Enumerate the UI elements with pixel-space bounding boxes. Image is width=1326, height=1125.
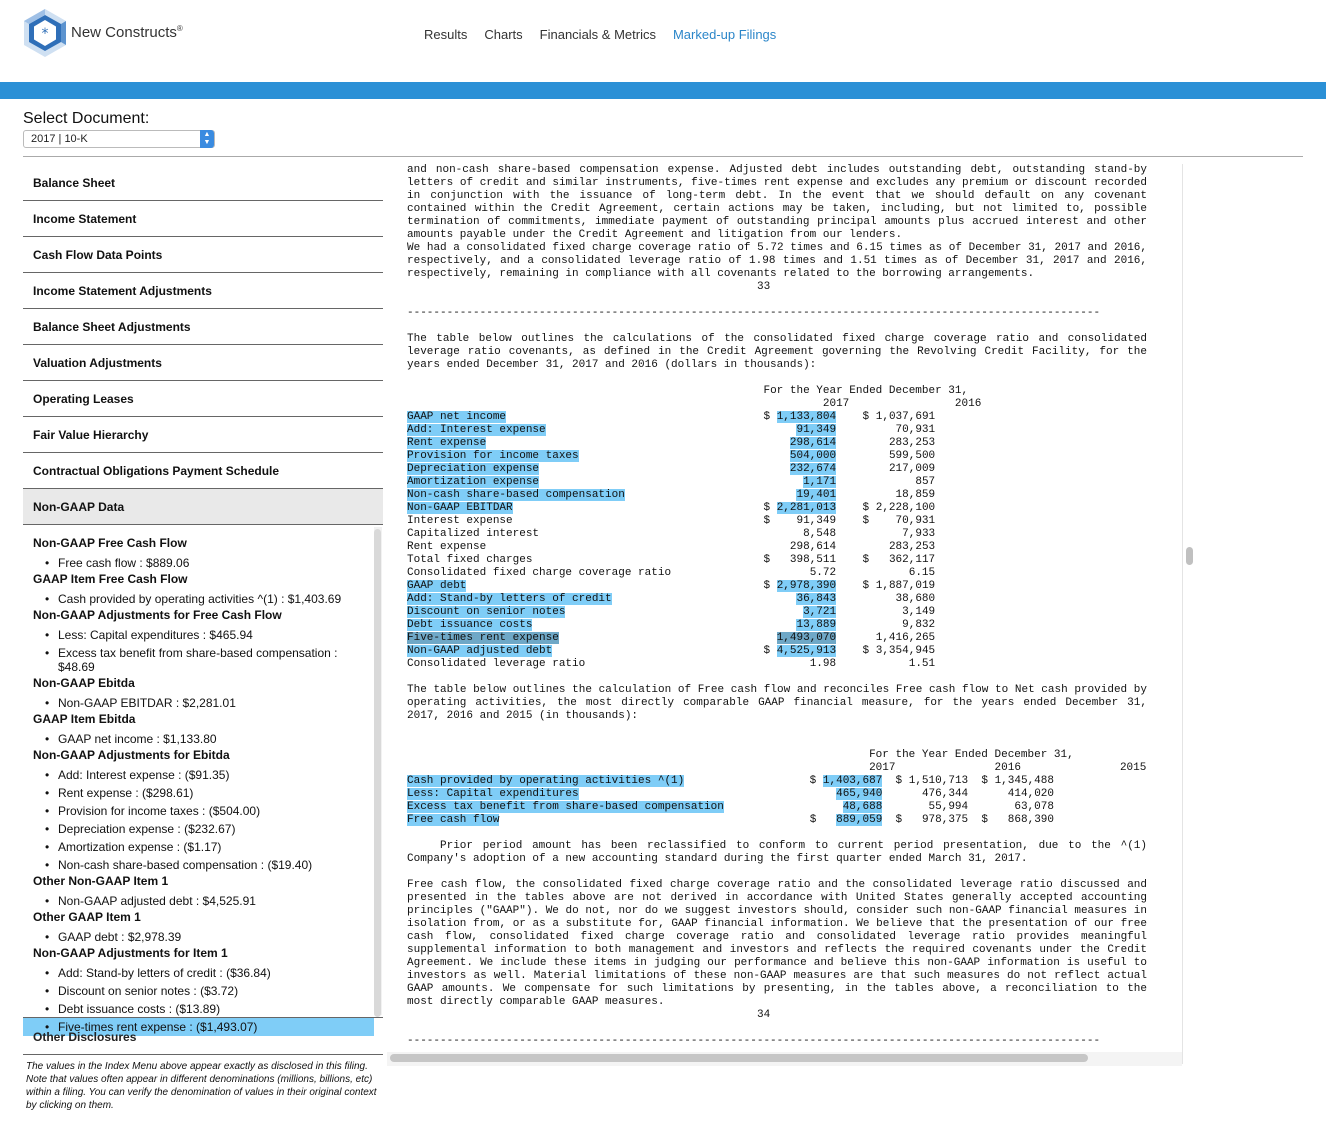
table-value: 283,253 <box>888 437 936 449</box>
table-value: 91,349 <box>796 515 837 527</box>
table-label[interactable]: Amortization expense <box>407 476 540 488</box>
table-value[interactable]: 465,940 <box>836 788 883 800</box>
table-value: 868,390 <box>1007 814 1055 826</box>
table-row: Cash provided by operating activities ^(1) $ 1,403,687 $ 1,510,713 $ 1,345,488 <box>407 775 1054 787</box>
table-value[interactable]: 889,059 <box>836 814 883 826</box>
table-label[interactable]: Excess tax benefit from share-based compensation <box>407 801 724 813</box>
table-value: 3,149 <box>902 606 936 618</box>
table-label[interactable]: Add: Interest expense <box>407 424 546 436</box>
filing-text <box>407 164 1147 1048</box>
table-value[interactable]: 232,674 <box>789 463 837 475</box>
table-label[interactable]: Less: Capital expenditures <box>407 788 579 800</box>
table-row <box>407 528 1147 541</box>
table-row <box>407 658 1147 671</box>
table-value: 978,375 <box>921 814 969 826</box>
submenu-item[interactable]: • Excess tax benefit from share-based compensation : $48.69 <box>33 644 368 676</box>
submenu-item[interactable]: • Discount on senior notes : ($3.72) <box>33 982 368 1000</box>
submenu-item[interactable]: • Rent expense : ($298.61) <box>33 784 368 802</box>
table-row <box>407 788 1147 801</box>
menu-valuation-adjustments[interactable]: Valuation Adjustments <box>23 345 383 381</box>
table-label[interactable]: Non-GAAP EBITDAR <box>407 502 513 514</box>
index-menu <box>23 166 383 525</box>
table-row: Total fixed charges $ 398,511 $ 362,117 <box>407 554 936 566</box>
table-row: Free cash flow $ 889,059 $ 978,375 $ 868,390 <box>407 814 1055 826</box>
filing-viewer[interactable] <box>387 164 1182 1064</box>
new-constructs-logo-icon[interactable] <box>22 8 68 58</box>
table-value[interactable]: 2,978,390 <box>776 580 837 592</box>
submenu-heading: Other GAAP Item 1 <box>33 910 141 924</box>
table-value: 1,887,019 <box>875 580 936 592</box>
submenu-heading: Non-GAAP Adjustments for Item 1 <box>33 946 228 960</box>
menu-non-gaap-data[interactable]: Non-GAAP Data <box>23 489 383 525</box>
table-value: 283,253 <box>888 541 936 553</box>
table-row <box>407 385 1147 398</box>
submenu-item[interactable]: • Non-GAAP EBITDAR : $2,281.01 <box>33 694 368 712</box>
table-row <box>407 593 1147 606</box>
table-label[interactable]: Non-cash share-based compensation <box>407 489 625 501</box>
table-row <box>407 619 1147 632</box>
page-number: 33 <box>757 281 771 293</box>
nav-financials-metrics[interactable]: Financials & Metrics <box>539 27 656 42</box>
table-value[interactable]: 4,525,913 <box>776 645 837 657</box>
submenu-item[interactable]: • Non-GAAP adjusted debt : $4,525.91 <box>33 892 368 910</box>
submenu-heading: Non-GAAP Ebitda <box>33 676 135 690</box>
submenu-item[interactable]: • Free cash flow : $889.06 <box>33 554 368 572</box>
header <box>0 0 1326 82</box>
table-row <box>407 463 1147 476</box>
table-value: 414,020 <box>1007 788 1055 800</box>
table-row: Non-GAAP adjusted debt $ 4,525,913 $ 3,354,945 <box>407 645 936 657</box>
viewer-vertical-scrollbar[interactable] <box>1186 547 1193 565</box>
table-row <box>407 632 1147 645</box>
submenu-heading: Non-GAAP Free Cash Flow <box>33 536 187 550</box>
table-value: 70,931 <box>895 515 936 527</box>
non-gaap-submenu <box>23 525 383 1034</box>
svg-text:*: * <box>41 26 49 42</box>
table-value: 398,511 <box>789 554 837 566</box>
free-cash-flow-table <box>407 749 1147 827</box>
table-value: 1,416,265 <box>875 632 936 644</box>
table-value: 1.98 <box>809 658 837 670</box>
table-label: Total fixed charges <box>407 554 533 566</box>
table-label[interactable]: Free cash flow <box>407 814 500 826</box>
table-header: For the Year Ended December 31, <box>763 385 969 397</box>
doc-paragraph: Free cash flow, the consolidated fixed charge coverage ratio and the consolidated leverage ratio discussed and presented in the tables above are not derived in accordance with United States generally accepted accounting principles ("GAAP"). We do not, nor do we suggest investors should, consider such non-GAAP financial measures in isolation from, or as a substitute for, GAAP financial information. We believe that the presentation of our free cash flow, consolidated fixed charge coverage ratio and consolidated leverage ratio provides meaningful supplemental information to both management and investors and reflects the required covenants under the Credit Agreement. We include these items in judging our performance and believe this non-GAAP information is useful to investors as well. Material limitations of these non-GAAP measures are that such measures do not reflect actual GAAP amounts. We compensate for such limitations by presenting, in the tables above, a reconciliation to the most directly comparable GAAP measures. <box>407 879 1147 1008</box>
brand-name[interactable]: New Constructs® <box>71 24 183 41</box>
table-value: 1,037,691 <box>875 411 936 423</box>
table-value[interactable]: 2,281,013 <box>776 502 837 514</box>
submenu-item[interactable]: • Depreciation expense : ($232.67) <box>33 820 368 838</box>
table-header: 2017 <box>822 398 850 410</box>
table-value[interactable]: 48,688 <box>842 801 883 813</box>
table-label: Capitalized interest <box>407 528 540 540</box>
table-label[interactable]: GAAP debt <box>407 580 467 592</box>
submenu-scrollbar[interactable] <box>374 529 381 1017</box>
table-label: Consolidated fixed charge coverage ratio <box>407 567 672 579</box>
menu-balance-sheet-adjustments[interactable]: Balance Sheet Adjustments <box>23 309 383 345</box>
submenu-item[interactable]: • Non-cash share-based compensation : ($19.40) <box>33 856 368 874</box>
submenu-item[interactable]: • Provision for income taxes : ($504.00) <box>33 802 368 820</box>
table-value: 3,354,945 <box>875 645 936 657</box>
viewer-horizontal-scrollbar[interactable] <box>390 1054 1088 1062</box>
submenu-item[interactable]: • Add: Stand-by letters of credit : ($36.84) <box>33 964 368 982</box>
submenu-item[interactable]: • Add: Interest expense : ($91.35) <box>33 766 368 784</box>
coverage-ratio-table <box>407 385 1147 671</box>
submenu-item[interactable]: • GAAP debt : $2,978.39 <box>33 928 368 946</box>
viewer-border <box>1182 164 1183 1064</box>
table-value: 7,933 <box>902 528 936 540</box>
nav-marked-up-filings[interactable]: Marked-up Filings <box>672 27 777 42</box>
table-row <box>407 476 1147 489</box>
table-value[interactable]: 13,889 <box>796 619 837 631</box>
table-header: 2016 <box>954 398 982 410</box>
table-value[interactable]: 3,721 <box>803 606 837 618</box>
accent-bar <box>0 82 1326 99</box>
table-row <box>407 567 1147 580</box>
menu-income-statement[interactable]: Income Statement <box>23 201 383 237</box>
submenu-heading: Non-GAAP Adjustments for Ebitda <box>33 748 230 762</box>
doc-paragraph: Prior period amount has been reclassified to conform to current period presentation, due to the ^(1) Company's adoption of a new accounting standard during the first quarter ended March 31, 2017. <box>407 840 1147 865</box>
table-label[interactable]: Discount on senior notes <box>407 606 566 618</box>
document-select[interactable] <box>23 130 215 148</box>
table-value: 6.15 <box>908 567 936 579</box>
submenu-item[interactable]: • GAAP net income : $1,133.80 <box>33 730 368 748</box>
table-row <box>407 606 1147 619</box>
table-value: 2,228,100 <box>875 502 936 514</box>
table-label: Interest expense <box>407 515 513 527</box>
table-value: 476,344 <box>921 788 969 800</box>
table-label: Rent expense <box>407 541 487 553</box>
table-header: 2016 <box>994 762 1021 774</box>
table-value: 1,345,488 <box>994 775 1054 787</box>
table-value[interactable]: 504,000 <box>789 450 837 462</box>
select-document-label: Select Document: <box>23 110 150 127</box>
submenu-item[interactable]: • Cash provided by operating activities ^(1) : $1,403.69 <box>33 590 368 608</box>
table-value[interactable]: 1,171 <box>803 476 837 488</box>
index-note: The values in the Index Menu above appear exactly as disclosed in this filing. Note that values often appear in different denominations (millions, billions, etc) within a filing. You can verify the denomination of values in their original context by clicking on them. <box>26 1061 377 1111</box>
table-label: Consolidated leverage ratio <box>407 658 586 670</box>
table-row <box>407 541 1147 554</box>
table-value: 298,614 <box>789 541 837 553</box>
main-nav <box>424 27 776 42</box>
table-value: 5.72 <box>809 567 837 579</box>
table-value[interactable]: 1,133,804 <box>776 411 837 423</box>
table-row <box>407 801 1147 814</box>
nav-results[interactable]: Results <box>424 27 468 42</box>
submenu-item[interactable]: • Debt issuance costs : ($13.89) <box>33 1000 368 1018</box>
table-row <box>407 424 1147 437</box>
table-value[interactable]: 1,403,687 <box>822 775 883 787</box>
table-value: 362,117 <box>888 554 936 566</box>
table-row <box>407 749 1147 762</box>
table-value: 63,078 <box>1014 801 1054 813</box>
divider <box>23 156 1303 157</box>
table-header: 2017 <box>869 762 896 774</box>
submenu-item[interactable]: • Five-times rent expense : ($1,493.07) <box>23 1018 374 1036</box>
table-row <box>407 437 1147 450</box>
table-value[interactable]: 19,401 <box>796 489 837 501</box>
table-row <box>407 398 1147 411</box>
menu-income-statement-adjustments[interactable]: Income Statement Adjustments <box>23 273 383 309</box>
nav-charts[interactable]: Charts <box>484 27 523 42</box>
table-value: 8,548 <box>803 528 837 540</box>
table-value[interactable]: 36,843 <box>796 593 837 605</box>
table-header: For the Year Ended December 31, <box>869 749 1074 761</box>
doc-paragraph: The table below outlines the calculations of the consolidated fixed charge coverage ratio and consolidated leverage ratio covenants, as defined in the Credit Agreement governing the Revolving Credit Facility, for the years ended December 31, 2017 and 2016 (dollars in thousands): <box>407 333 1147 371</box>
table-label[interactable]: Debt issuance costs <box>407 619 533 631</box>
table-row: Interest expense $ 91,349 $ 70,931 <box>407 515 936 527</box>
page-break: --------------------------------------------------------------------------------------------------------- <box>407 1035 1101 1047</box>
menu-balance-sheet[interactable]: Balance Sheet <box>23 166 383 201</box>
doc-paragraph: We had a consolidated fixed charge coverage ratio of 5.72 times and 6.15 times as of December 31, 2017 and 2016, respectively, and a consolidated leverage ratio of 1.98 times and 1.51 times as of December 31, 2017 and 2016, respectively, remaining in compliance with all covenants related to the borrowing arrangements. <box>407 242 1147 280</box>
table-value: 9,832 <box>902 619 936 631</box>
table-label[interactable]: Cash provided by operating activities ^(1) <box>407 775 685 787</box>
table-label[interactable]: Add: Stand-by letters of credit <box>407 593 612 605</box>
table-label[interactable]: Depreciation expense <box>407 463 540 475</box>
table-value[interactable]: 91,349 <box>796 424 837 436</box>
table-label[interactable]: GAAP net income <box>407 411 507 423</box>
table-value: 70,931 <box>895 424 936 436</box>
submenu-heading: GAAP Item Ebitda <box>33 712 136 726</box>
submenu-heading: Other Non-GAAP Item 1 <box>33 874 169 888</box>
table-value: 1.51 <box>908 658 936 670</box>
table-row: GAAP debt $ 2,978,390 $ 1,887,019 <box>407 580 936 592</box>
menu-cash-flow-data-points[interactable]: Cash Flow Data Points <box>23 237 383 273</box>
submenu-item[interactable]: • Less: Capital expenditures : $465.94 <box>33 626 368 644</box>
table-row: GAAP net income $ 1,133,804 $ 1,037,691 <box>407 411 936 423</box>
menu-fair-value-hierarchy[interactable]: Fair Value Hierarchy <box>23 417 383 453</box>
table-row: Non-GAAP EBITDAR $ 2,281,013 $ 2,228,100 <box>407 502 936 514</box>
table-value: 55,994 <box>928 801 969 813</box>
menu-other-disclosures[interactable]: Other Disclosures <box>23 1019 383 1055</box>
table-label[interactable]: Rent expense <box>407 437 487 449</box>
menu-contractual-obligations[interactable]: Contractual Obligations Payment Schedule <box>23 453 383 489</box>
table-value: 599,500 <box>888 450 936 462</box>
submenu-list <box>23 525 368 1036</box>
table-row <box>407 762 1147 775</box>
table-value: 217,009 <box>888 463 936 475</box>
table-row <box>407 450 1147 463</box>
page-number: 34 <box>757 1009 771 1021</box>
table-value: 857 <box>915 476 936 488</box>
submenu-heading: Non-GAAP Adjustments for Free Cash Flow <box>33 608 282 622</box>
table-label[interactable]: Provision for income taxes <box>407 450 579 462</box>
select-arrows-icon: ▲ ▼ <box>200 130 214 148</box>
table-label[interactable]: Non-GAAP adjusted debt <box>407 645 553 657</box>
doc-paragraph: The table below outlines the calculation of Free cash flow and reconciles Free cash flow to Net cash provided by operating activities, the most directly comparable GAAP financial measure, for the years ended December 31, 2017, 2016 and 2015 (in thousands): <box>407 684 1147 722</box>
document-select-value: 2017 | 10-K <box>31 133 88 145</box>
table-value[interactable]: 298,614 <box>789 437 837 449</box>
table-value[interactable]: 1,493,070 <box>776 632 837 644</box>
doc-paragraph: and non-cash share-based compensation expense. Adjusted debt includes outstanding debt, outstanding stand-by letters of credit and similar instruments, five-times rent expense and excludes any premium or discount recorded in conjunction with the issuance of long-term debt. In the event that we should default on any covenant contained within the Credit Agreement, certain actions may be taken, including, but not limited to, possible termination of commitments, immediate payment of outstanding principal amounts plus accrued interest and other amounts payable under the Credit Agreement and litigation from our lenders. <box>407 164 1147 241</box>
table-value: 18,859 <box>895 489 936 501</box>
submenu-heading: GAAP Item Free Cash Flow <box>33 572 188 586</box>
table-value: 38,680 <box>895 593 936 605</box>
page-break: --------------------------------------------------------------------------------------------------------- <box>407 307 1101 319</box>
submenu-item[interactable]: • Amortization expense : ($1.17) <box>33 838 368 856</box>
table-header: 2015 <box>1119 762 1147 774</box>
table-row <box>407 489 1147 502</box>
menu-operating-leases[interactable]: Operating Leases <box>23 381 383 417</box>
table-value: 1,510,713 <box>908 775 969 787</box>
table-label[interactable]: Five-times rent expense <box>407 632 559 644</box>
